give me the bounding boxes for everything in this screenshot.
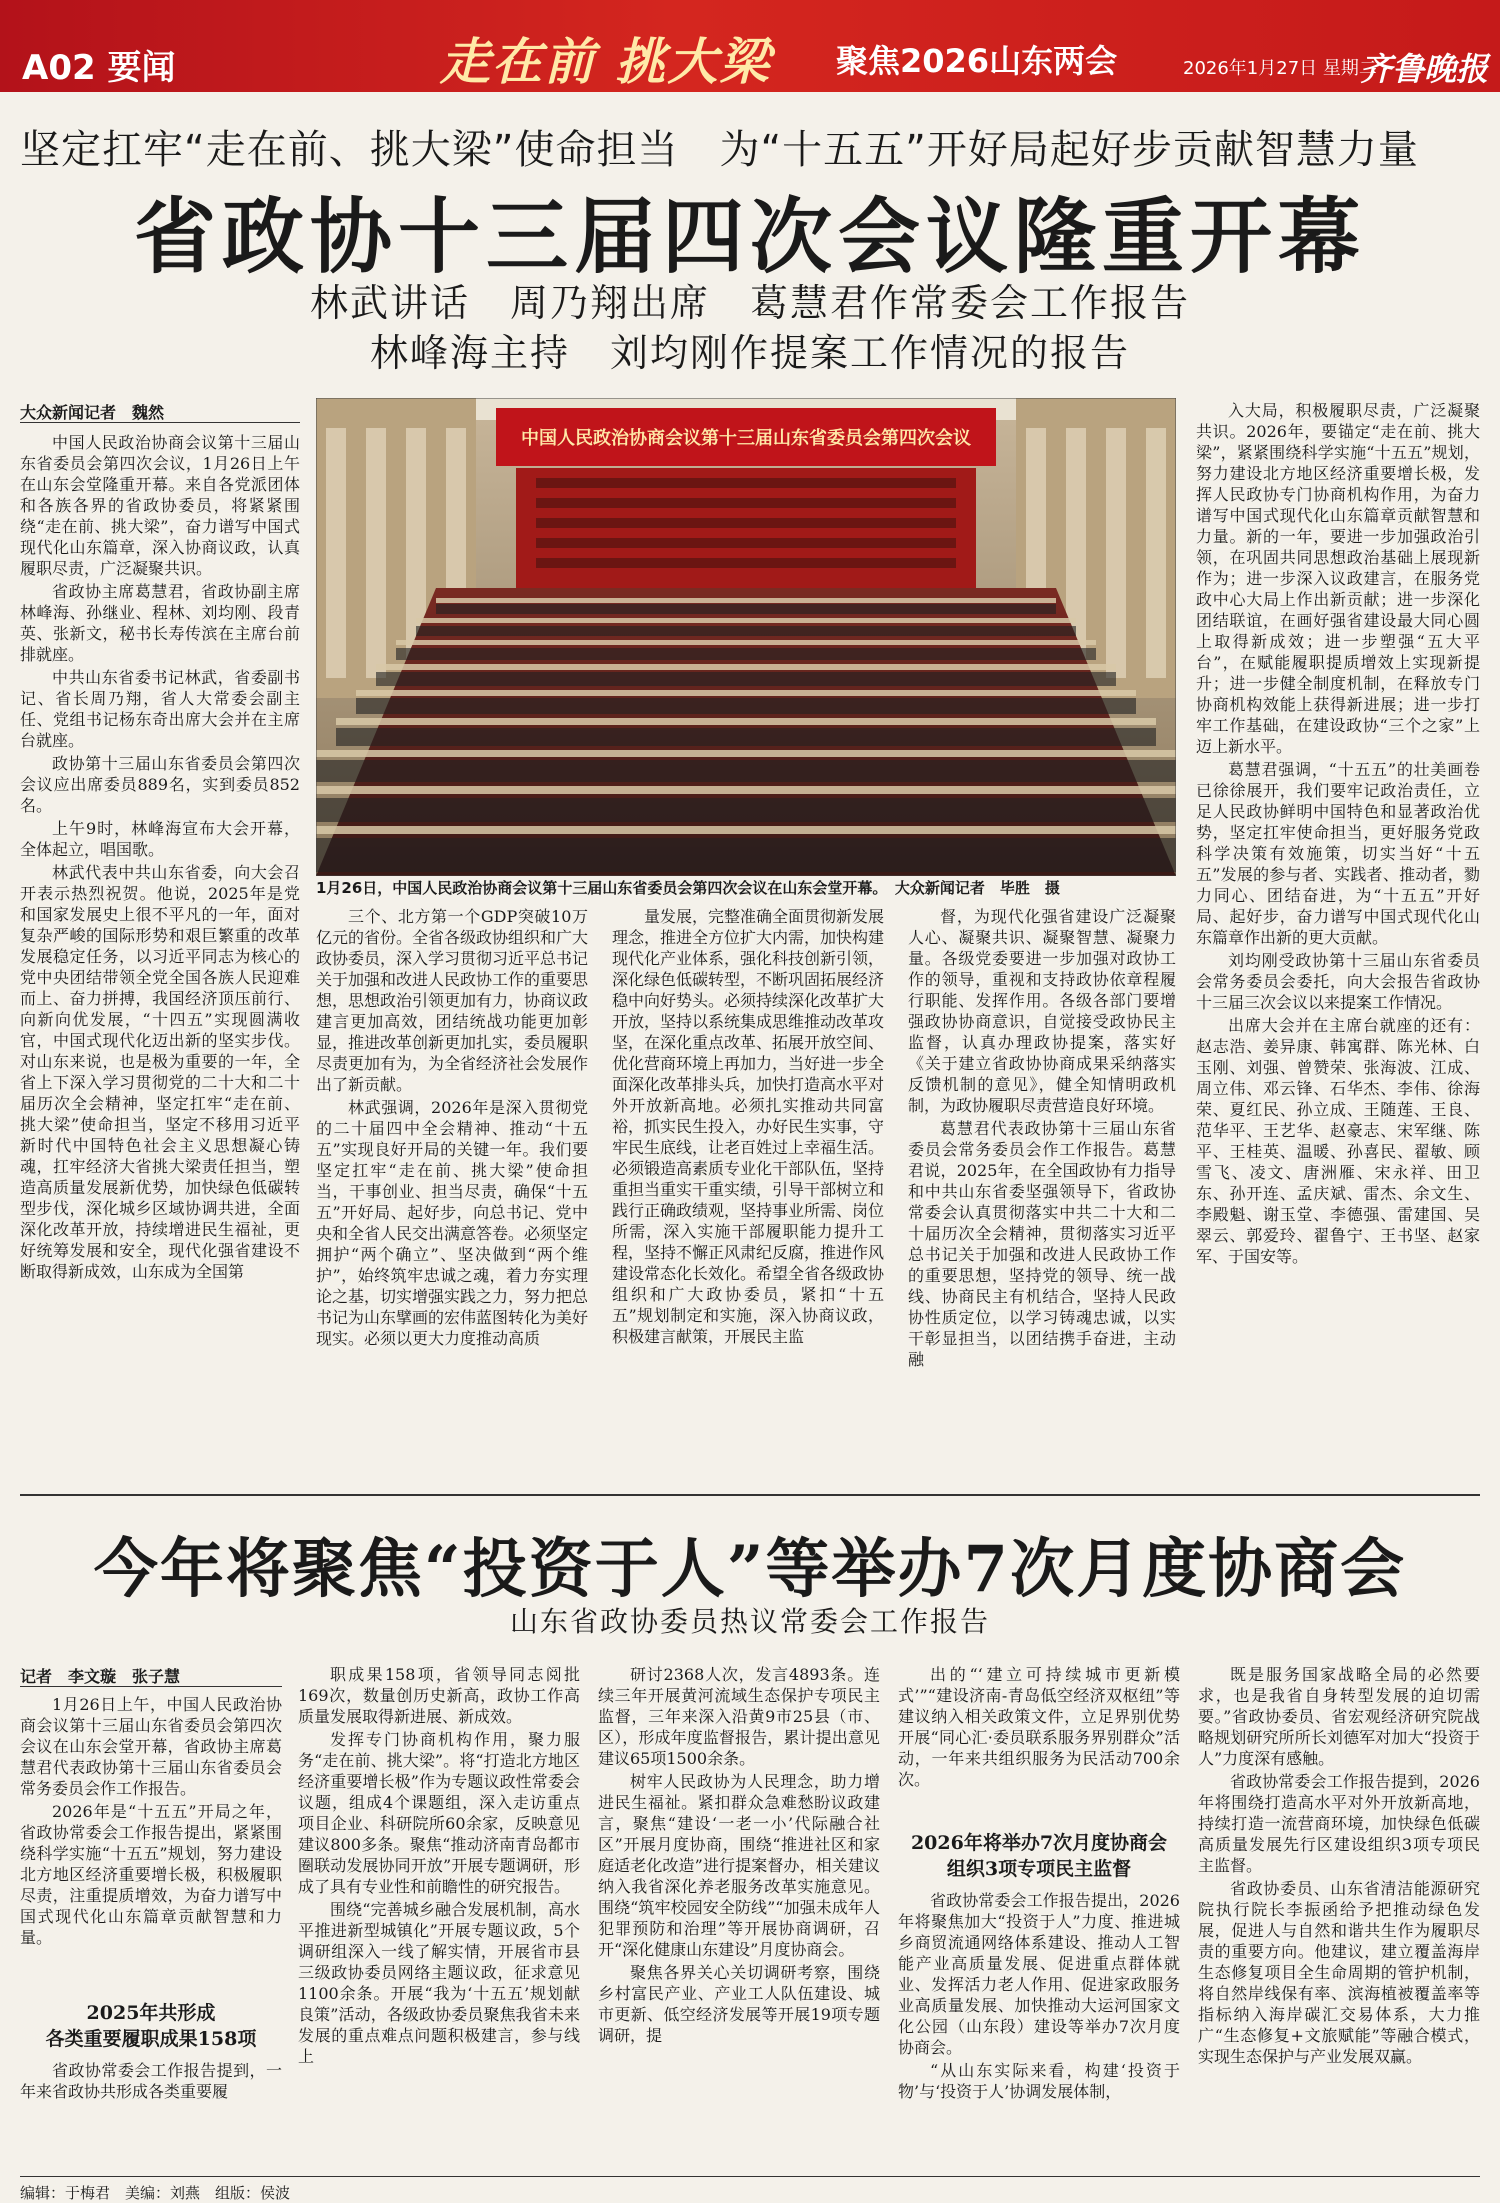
second-headline: 今年将聚焦“投资于人”等举办7次月度协商会: [93, 1532, 1407, 1607]
second-column-1: [20, 1694, 282, 1994]
second-column-4: [898, 1664, 1180, 1814]
second-column-5: [1198, 1664, 1480, 2170]
paragraph: 刘均刚受政协第十三届山东省委员会常务委员会委托，向大会报告省政协十三届三次会议以来提案工作情况。: [1196, 951, 1480, 1012]
paragraph: 树牢人民政协为人民理念，助力增进民生福祉。紧扣群众急难愁盼议政建言，聚焦“建设‘一老一小’代际融合社区”开展月度协商，围绕“推进社区和家庭适老化改造”进行提案督办，相关建议纳入我省深化养老服务改革实施意见。围绕“筑牢校园安全防线”“加强未成年人犯罪预防和治理”等开展协商调研，召开“深化健康山东建设”月度协商会。: [598, 1772, 880, 1959]
lead-column-4: [908, 906, 1176, 1477]
paragraph: 出的“‘建立可持续城市更新模式’”“建设济南-青岛低空经济双枢纽”等建议纳入相关政策文件，立足界别优势开展“同心汇·委员联系服务界别群众”活动，一年来共组织服务为民活动700余次。: [898, 1665, 1180, 1789]
paragraph: 发挥专门协商机构作用，聚力服务“走在前、挑大梁”。将“打造北方地区经济重要增长极”作为专题议政性常委会议题，组成4个课题组，深入走访重点项目企业、科研院所60余家，反映意见建议800多条。聚焦“推动济南青岛都市圈联动发展协同开放”开展专题调研，形成了具有专业性和前瞻性的研究报告。: [298, 1730, 580, 1896]
focus-label: 聚焦2026山东两会: [836, 42, 1118, 80]
second-subhead-b: 2026年将举办7次月度协商会 组织3项专项民主监督: [910, 1832, 1168, 1880]
lead-column-5: [1196, 400, 1480, 1477]
hall-banner-text: 中国人民政治协商会议第十三届山东省委员会第四次会议: [521, 428, 971, 449]
paragraph: 林武强调，2026年是深入贯彻党的二十届四中全会精神、推动“十五五”实现良好开局的关键一年。我们要坚定扛牢“走在前、挑大梁”使命担当，干事创业、担当尽责，确保“十五五”开好局、起好步，向总书记、党中央和全省人民交出满意答卷。必须坚定拥护“两个确立”、坚决做到“两个维护”，始终筑牢忠诚之魂，着力夯实理论之基，切实增强实践之力，努力把总书记为山东擘画的宏伟蓝图转化为美好现实。必须以更大力度推动高质: [316, 1098, 588, 1348]
second-byline: 记者 李文璇 张子慧: [20, 1667, 181, 1686]
lead-column-3: [612, 906, 884, 1477]
second-column-4b: [898, 1890, 1180, 2170]
paragraph: 量发展，完整准确全面贯彻新发展理念，推进全方位扩大内需，加快构建现代化产业体系，强化科技创新引领，深化绿色低碳转型，不断巩固拓展经济稳中向好势头。必须持续深化改革扩大开放，坚持以系统集成思维推动改革攻坚，在深化重点改革、拓展开放空间、优化营商环境上再加力，当好进一步全面深化改革排头兵，加快打造高水平对外开放新高地。必须扎实推动共同富裕，抓实民生投入，办好民生实事，守牢民生底线，让老百姓过上幸福生活。必须锻造高素质专业化干部队伍，坚持重担当重实干重实绩，引导干部树立和践行正确政绩观，坚持事业所需、岗位所需，深入实施干部履职能力提升工程，坚持不懈正风肃纪反腐，推进作风建设常态化长效化。希望全省各级政协组织和广大政协委员，紧扣“十五五”规划制定和实施，深入协商议政，积极建言献策，开展民主监: [612, 907, 884, 1346]
second-column-2: [298, 1664, 580, 2170]
second-column-3: [598, 1664, 880, 2170]
paragraph: 职成果158项，省领导同志阅批169次，数量创历史新高，政协工作高质量发展取得新进展、新成效。: [298, 1665, 580, 1726]
paragraph: 葛慧君代表政协第十三届山东省委员会常务委员会作工作报告。葛慧君说，2025年，在全国政协有力指导和中共山东省委坚强领导下，省政协常委会认真贯彻落实中共二十大和二十届历次全会精神，贯彻落实习近平总书记关于加强和改进人民政协工作的重要思想，坚持党的领导、统一战线、协商民主有机结合，坚持人民政协性质定位，以学习铸魂忠诚，以实干彰显担当，以团结携手奋进，主动融: [908, 1119, 1176, 1369]
paragraph: 省政协常委会工作报告提到，2026年将围绕打造高水平对外开放新高地，持续打造一流营商环境，加快绿色低碳高质量发展先行区建设组织3项专项民主监督。: [1198, 1772, 1480, 1875]
paragraph: 督，为现代化强省建设广泛凝聚人心、凝聚共识、凝聚智慧、凝聚力量。各级党委要进一步加强对政协工作的领导，重视和支持政协依章程履行职能、发挥作用。各级各部门要增强政协协商意识，自觉接受政协民主监督，认真办理政协提案，落实好《关于建立省政协协商成果采纳落实反馈机制的意见》，健全知情明政机制，为政协履职尽责营造良好环境。: [908, 907, 1176, 1115]
paragraph: 聚焦各界关心关切调研考察，围绕乡村富民产业、产业工人队伍建设、城市更新、低空经济发展等开展19项专题调研，提: [598, 1963, 880, 2045]
lead-headline: 省政协十三届四次会议隆重开幕: [133, 189, 1366, 285]
paragraph: 省政协主席葛慧君，省政协副主席林峰海、孙继业、程林、刘均刚、段青英、张新文，秘书长寿传滨在主席台前排就座。: [20, 582, 300, 664]
second-byline-rule: [20, 1686, 282, 1687]
page-banner: [0, 0, 1500, 92]
lead-subheadline-1: 林武讲话 周乃翔出席 葛慧君作常委会工作报告: [309, 281, 1190, 325]
editor-credits: 编辑：于梅君 美编：刘燕 组版：侯波: [20, 2184, 291, 2202]
paragraph: 省政协常委会工作报告提到，一年来省政协共形成各类重要履: [20, 2061, 282, 2101]
section-divider: [20, 1494, 1480, 1496]
paragraph: 三个、北方第一个GDP突破10万亿元的省份。全省各级政协组织和广大政协委员，深入学习贯彻习近平总书记关于加强和改进人民政协工作的重要思想，思想政治引领更加有力，协商议政建言更加高效，团结统战功能更加彰显，推进改革创新更加扎实，委员履职尽责更加有为，为全省经济社会发展作出了新贡献。: [316, 907, 588, 1094]
second-subtitle: 山东省政协委员热议常委会工作报告: [509, 1605, 990, 1638]
slogan-title: 走在前 挑大梁: [440, 32, 772, 91]
lead-subheadline-2: 林峰海主持 刘均刚作提案工作情况的报告: [369, 331, 1130, 375]
paragraph: 中共山东省委书记林武，省委副书记、省长周乃翔，省人大常委会副主任、党组书记杨东奇出席大会并在主席台就座。: [20, 668, 300, 750]
lead-kicker: 坚定扛牢“走在前、挑大梁”使命担当 为“十五五”开好局起好步贡献智慧力量: [20, 127, 1419, 173]
masthead-logo: 齐鲁晚报: [1360, 50, 1489, 88]
paragraph: 林武代表中共山东省委，向大会召开表示热烈祝贺。他说，2025年是党和国家发展史上很不平凡的一年，面对复杂严峻的国际形势和艰巨繁重的改革发展稳定任务，以习近平同志为核心的党中央团结带领全党全国各族人民迎难而上、奋力拼搏，我国经济顶压前行、向新向优发展，“十四五”实现圆满收官，中国式现代化迈出新的坚实步伐。对山东来说，也是极为重要的一年，全省上下深入学习贯彻党的二十大和二十届历次全会精神，坚定扛牢“走在前、挑大梁”使命担当，坚定不移用习近平新时代中国特色社会主义思想凝心铸魂，扛牢经济大省挑大梁责任担当，塑造高质量发展新优势，加快绿色低碳转型步伐，深化城乡区域协调共进，全面深化改革开放，持续增进民生福祉，更好统筹发展和安全，现代化强省建设不断取得新成效，山东成为全国第: [20, 863, 300, 1281]
paragraph: 葛慧君强调，“十五五”的壮美画卷已徐徐展开，我们要牢记政治责任，立足人民政协鲜明中国特色和显著政治优势，坚定扛牢使命担当，更好服务党政科学决策有效施策，切实当好“十五五”发展的参与者、实践者、推动者，勠力同心、团结奋进，为“十五五”开好局、起好步，奋力谱写中国式现代化山东篇章作出新的更大贡献。: [1196, 760, 1480, 947]
second-subhead-a: 2025年共形成 各类重要履职成果158项: [45, 2002, 257, 2050]
paragraph: 围绕“完善城乡融合发展机制，高水平推进新型城镇化”开展专题议政，5个调研组深入一线了解实情，开展省市县三级政协委员网络主题议政，征求意见1100余条。开展“我为‘十五五’规划献良策”活动，各级政协委员聚焦我省未来发展的重点难点问题积极建言，参与线上: [298, 1900, 580, 2066]
paragraph: 既是服务国家战略全局的必然要求，也是我省自身转型发展的迫切需要。”省政协委员、省宏观经济研究院战略规划研究所所长刘德军对加大“投资于人”力度深有感触。: [1198, 1665, 1480, 1768]
paragraph: 1月26日上午，中国人民政治协商会议第十三届山东省委员会第四次会议在山东会堂开幕，省政协主席葛慧君代表政协第十三届山东省委员会常务委员会作工作报告。: [20, 1695, 282, 1798]
paragraph: 研讨2368人次，发言4893条。连续三年开展黄河流域生态保护专项民主监督，三年来深入沿黄9市25县（市、区），形成年度监督报告，累计提出意见建议65项1500余条。: [598, 1665, 880, 1768]
lead-column-1: [20, 432, 300, 1477]
issue-date: 2026年1月27日 星期二: [1183, 58, 1377, 79]
paragraph: 出席大会并在主席台就座的还有：赵志浩、姜异康、韩寓群、陈光林、白玉刚、刘强、曾赞荣、张海波、江成、周立伟、邓云锋、石华杰、李伟、徐海荣、夏红民、孙立成、王随莲、王良、范华平、王艺华、赵豪志、宋军继、陈平、王桂英、温暖、孙喜民、翟敏、顾雪飞、凌文、唐洲雁、宋永祥、田卫东、孙开连、孟庆斌、雷杰、余文生、李殿魁、谢玉堂、李德强、雷建国、吴翠云、郭爱玲、翟鲁宁、王书坚、赵家军、于国安等。: [1196, 1016, 1480, 1266]
lead-column-2: [316, 906, 588, 1477]
paragraph: 政协第十三届山东省委员会第四次会议应出席委员889名，实到委员852名。: [20, 754, 300, 815]
paragraph: 省政协委员、山东省清洁能源研究院执行院长李振函给予把推动绿色发展，促进人与自然和谐共生作为履职尽责的重要方向。他建议，建立覆盖海岸生态修复项目全生命周期的管护机制，将自然岸线保有率、滨海植被覆盖率等指标纳入海岸碳汇交易体系，大力推广“生态修复+文旅赋能”等融合模式，实现生态保护与产业发展双赢。: [1198, 1879, 1480, 2066]
page-label: A02 要闻: [22, 48, 176, 88]
paragraph: 中国人民政治协商会议第十三届山东省委员会第四次会议，1月26日上午在山东会堂隆重开幕。来自各党派团体和各族各界的省政协委员，将紧紧围绕“走在前、挑大梁”，奋力谱写中国式现代化山东篇章，深入协商议政，认真履职尽责，广泛凝聚共识。: [20, 433, 300, 578]
lead-byline: 大众新闻记者 魏然: [20, 403, 165, 422]
paragraph: 上午9时，林峰海宣布大会开幕，全体起立，唱国歌。: [20, 819, 300, 859]
conference-photo: [316, 398, 1176, 876]
conference-hall-illustration: [316, 398, 1176, 876]
second-column-1b: [20, 2060, 282, 2170]
photo-caption: 1月26日，中国人民政治协商会议第十三届山东省委员会第四次会议在山东会堂开幕。 大众新闻记者 毕胜 摄: [316, 879, 1060, 897]
paragraph: 2026年是“十五五”开局之年，省政协常委会工作报告提出，紧紧围绕科学实施“十五五”规划，努力建设北方地区经济重要增长极，积极履职尽责，注重提质增效，为奋力谱写中国式现代化山东篇章贡献智慧和力量。: [20, 1802, 282, 1947]
footer-rule: [20, 2176, 1480, 2177]
paragraph: 入大局，积极履职尽责，广泛凝聚共识。2026年，要锚定“走在前、挑大梁”，紧紧围绕科学实施“十五五”规划，努力建设北方地区经济重要增长极，发挥人民政协专门协商机构作用，为奋力谱写中国式现代化山东篇章贡献智慧和力量。新的一年，要进一步加强政治引领，在巩固共同思想政治基础上展现新作为；进一步深入议政建言，在服务党政中心大局上作出新贡献；进一步深化团结联谊，在画好强省建设最大同心圆上取得新成效；进一步塑强“五大平台”，在赋能履职提质增效上实现新提升；进一步健全制度机制，在释放专门协商机构效能上获得新进展；进一步打牢工作基础，在建设政协“三个之家”上迈上新水平。: [1196, 401, 1480, 756]
paragraph: 省政协常委会工作报告提出，2026年将聚焦加大“投资于人”力度、推进城乡商贸流通网络体系建设、推动人工智能产业高质量发展、促进重点群体就业、发挥活力老人作用、促进家政服务业高质量发展、加快推动大运河国家文化公园（山东段）建设等举办7次月度协商会。: [898, 1891, 1180, 2057]
paragraph: “从山东实际来看，构建‘投资于物’与‘投资于人’协调发展体制，: [898, 2061, 1180, 2101]
byline-rule: [20, 422, 300, 423]
